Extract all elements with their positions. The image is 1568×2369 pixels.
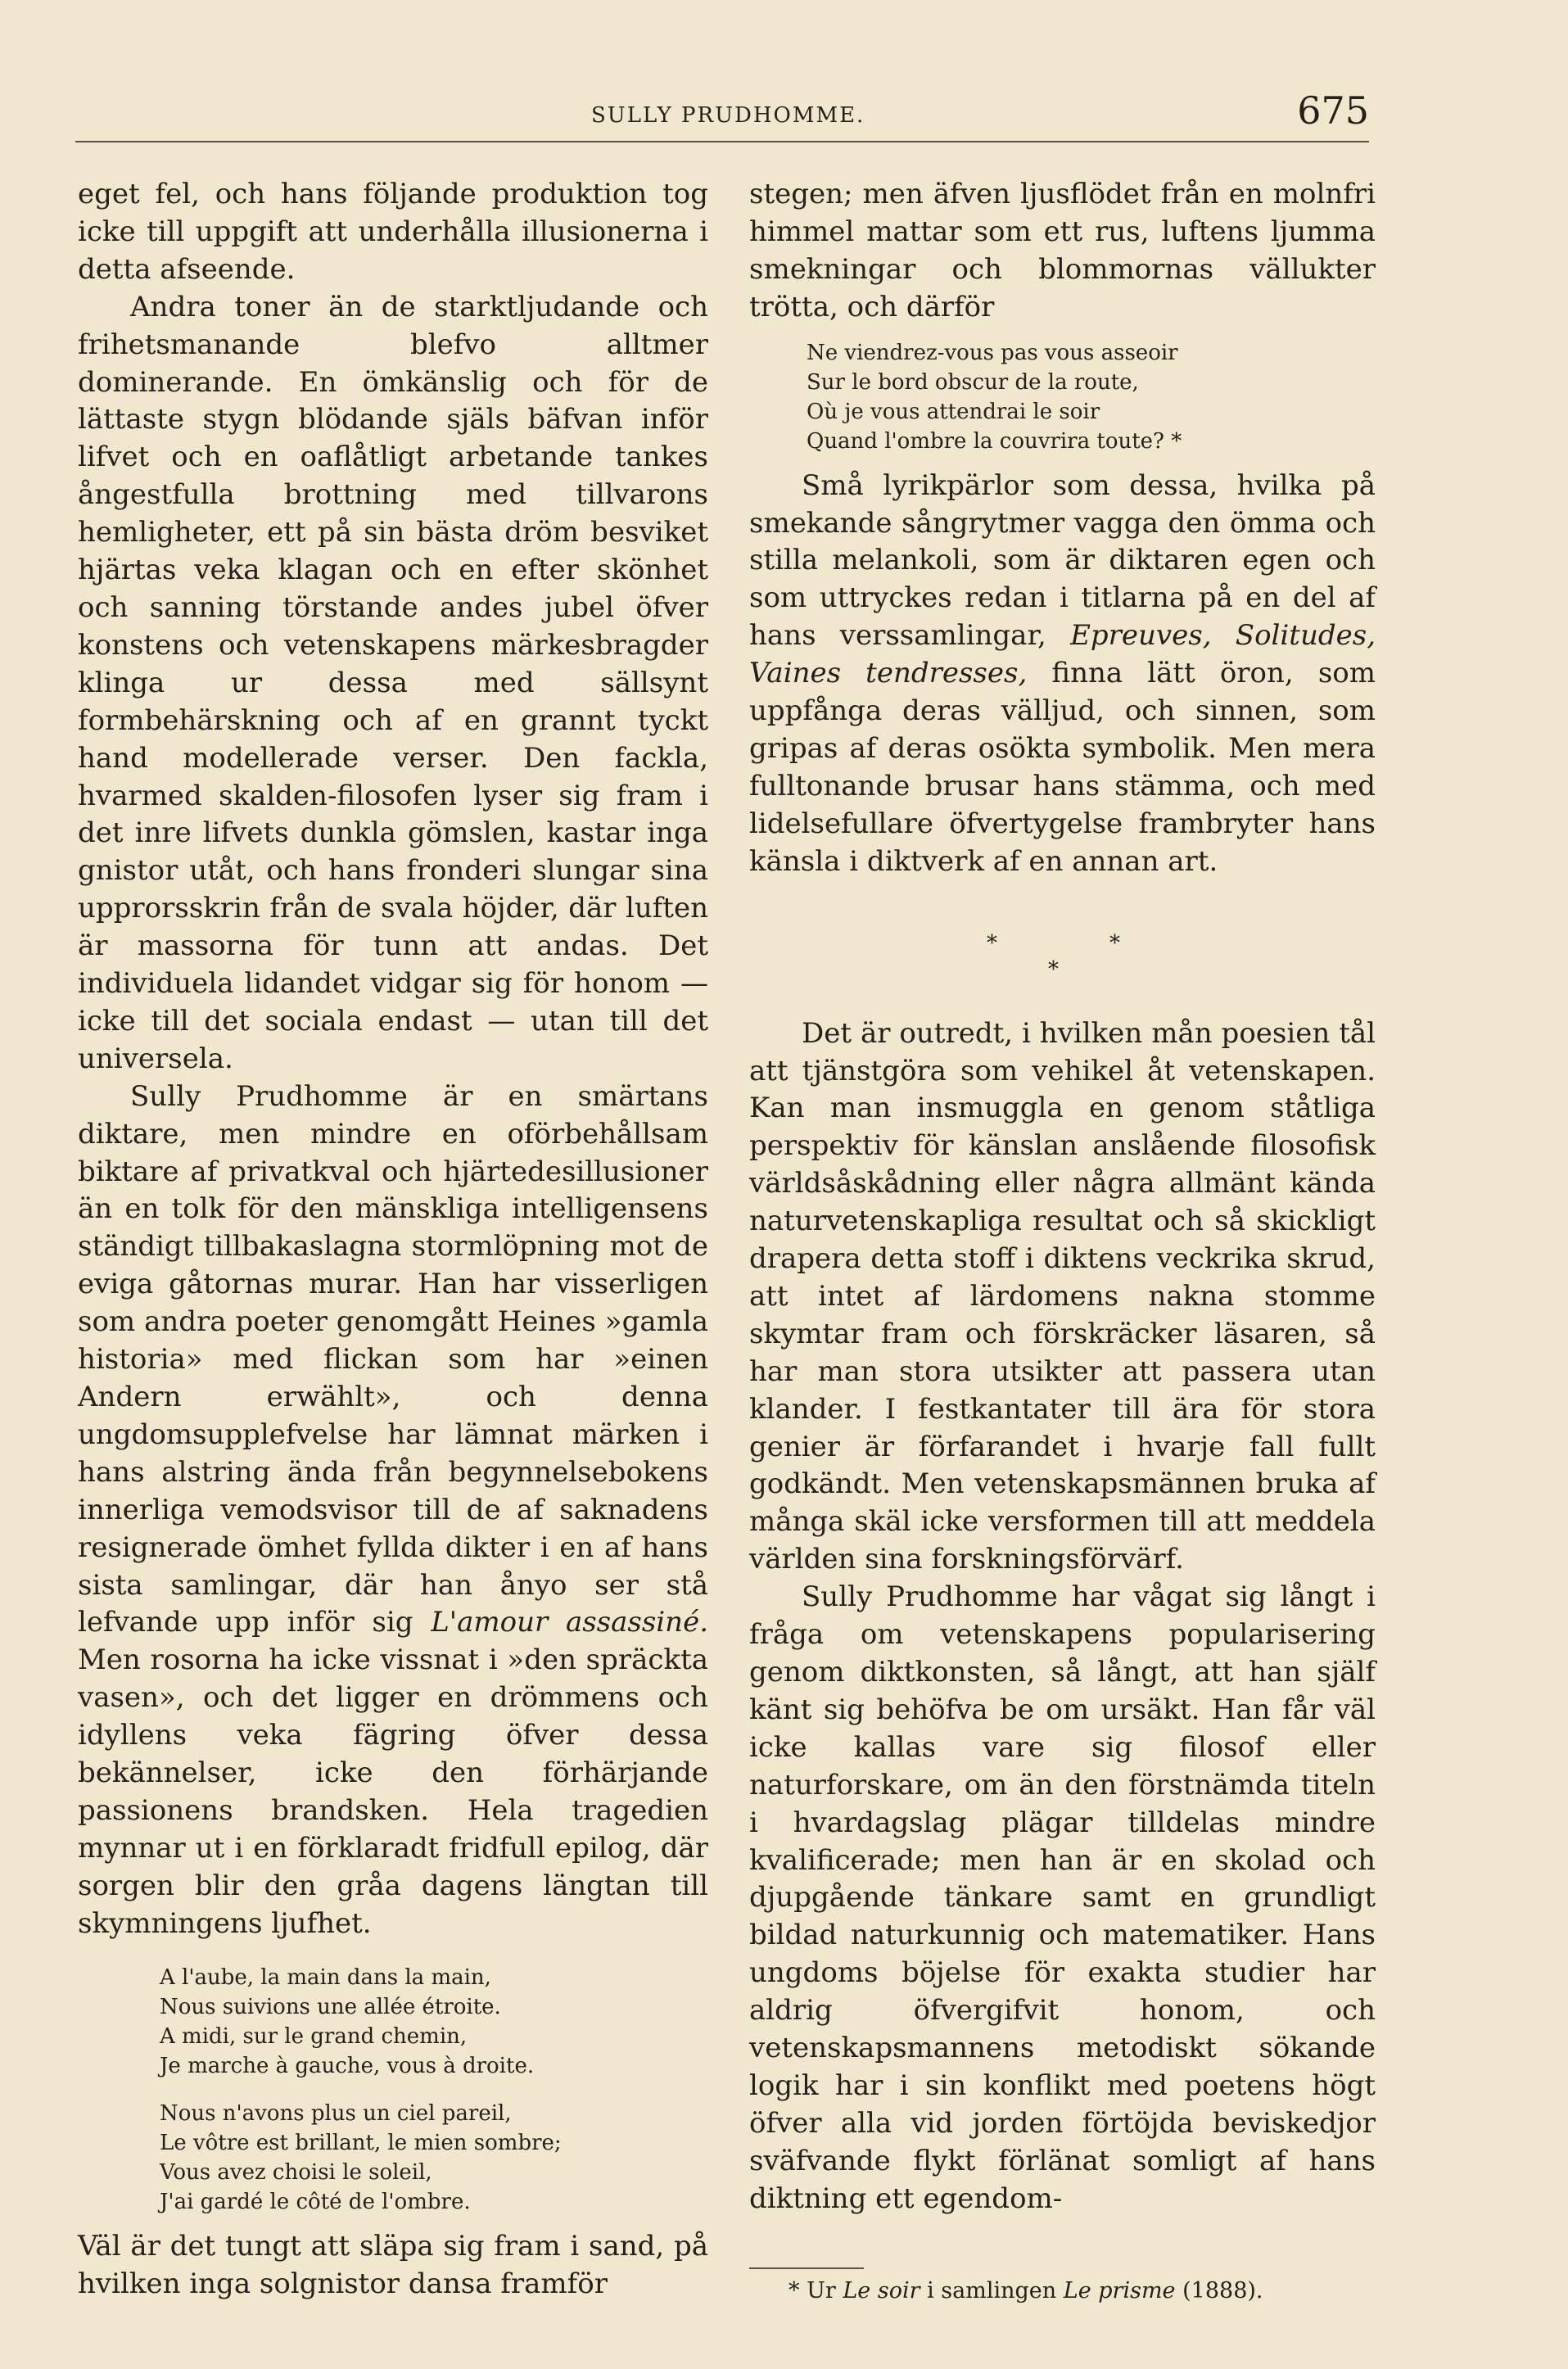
verse-line: Ne viendrez-vous pas vous asseoir bbox=[807, 340, 1178, 365]
paragraph: Sully Prudhomme har vågat sig långt i fråga om vetenskapens popularisering genom diktkonsten, så långt, att han själf känt sig behöfva be om ursäkt. Han får väl icke kallas vare sig filosof eller naturforskare, om än den förstnämda titeln i hvardagslag plägar tilldelas mindre kvalificerade; men han är en skolad och djupgående tänkare samt en grundligt bildad naturkunnig och matematiker. Hans ungdoms böjelse för exakta studier har aldrig öfvergifvit honom, och vetenskapsmannens metodiskt sökande logik har i sin konflikt med poetens högt öfver alla vid jorden förtöjda beviskedjor sväfvande flykt förlänat somligt af hans diktning ett egendom- bbox=[749, 1580, 1376, 2215]
paragraph bbox=[78, 1078, 708, 1943]
book-title: Solitudes, bbox=[1235, 619, 1376, 653]
verse-line: Vous avez choisi le soleil, bbox=[160, 2159, 432, 2185]
footnote-year: (1888). bbox=[1182, 2277, 1263, 2303]
header-rule bbox=[75, 141, 1369, 142]
paragraph-text: Men rosorna ha icke vissnat i »den spräckta vasen», och det ligger en drömmens och idyllens veka fägring öfver dessa bekännelser, icke den förhärjande passionens brandsken. Hela tragedien mynnar ut i en förklaradt fridfull epilog, där sorgen blir den gråa dagens längtan till skymningens ljufhet. bbox=[78, 1643, 708, 1940]
verse-line: J'ai gardé le côté de l'ombre. bbox=[160, 2189, 471, 2214]
paragraph: eget fel, och hans följande produktion tog icke till uppgift att underhålla illusionerna i detta afseende. bbox=[78, 178, 708, 286]
verse-line: Sur le bord obscur de la route, bbox=[807, 369, 1139, 395]
verse-line: Nous n'avons plus un ciel pareil, bbox=[160, 2100, 512, 2126]
asterisk-bottom: * bbox=[1048, 956, 1059, 982]
footnote-text: i samlingen bbox=[927, 2277, 1057, 2303]
paragraph-text: Små lyrikpärlor som dessa, hvilka på smekande sångrytmer vagga den ömma och stilla melankoli, som är diktaren egen och som uttryckes redan i titlarna på en del af hans verssamlingar, bbox=[749, 468, 1376, 653]
paragraph-text: finna lätt öron, som uppfånga deras välljud, och sinnen, som gripas af deras osökta symbolik. Men mera fulltonande brusar hans stämma, och med lidelsefullare öfvertygelse frambryter hans känsla i diktverk af en annan art. bbox=[749, 657, 1376, 878]
asterisk-left: * bbox=[987, 930, 997, 956]
verse-line: A l'aube, la main dans la main, bbox=[160, 1964, 491, 1990]
page-header bbox=[75, 88, 1369, 146]
paragraph bbox=[749, 468, 1376, 881]
footnote-prefix: * Ur bbox=[789, 2277, 836, 2303]
footnote bbox=[749, 2276, 1376, 2307]
paragraph: Det är outredt, i hvilken mån poesien tål att tjänstgöra som vehikel åt vetenskapen. Kan man insmuggla en genom ståtliga perspektiv för känslan anslående filosofisk världsåskådning eller några allmänt kända naturvetenskapliga resultat och så skickligt drapera detta stoff i diktens veckrika skrud, att intet af lärdomens nakna stomme skymtar fram och förskräcker läsaren, så har man stora utsikter att passera utan klander. I festkantater till ära för stora genier är förfarandet i hvarje fall fullt godkändt. Men vetenskapsmännen bruka af många skäl icke versformen till att meddela världen sina forskningsförvärf. bbox=[749, 1016, 1376, 1576]
verse-quote bbox=[807, 338, 1376, 456]
paragraph: Väl är det tungt att släpa sig fram i sand, på hvilken inga solgnistor dansa framför bbox=[78, 2229, 708, 2300]
verse-line: Le vôtre est brillant, le mien sombre; bbox=[160, 2130, 562, 2155]
verse-line: Où je vous attendrai le soir bbox=[807, 399, 1100, 424]
book-title: Vaines tendresses, bbox=[749, 657, 1028, 690]
verse-line: A midi, sur le grand chemin, bbox=[160, 2023, 468, 2049]
verse-line: Je marche à gauche, vous à droite. bbox=[160, 2053, 535, 2078]
footnote-collection-title: Le prisme bbox=[1063, 2277, 1176, 2303]
book-title: Epreuves, bbox=[1070, 619, 1212, 653]
right-column bbox=[749, 176, 1376, 2307]
footnote-poem-title: Le soir bbox=[843, 2277, 920, 2303]
verse-line: Nous suivions une allée étroite. bbox=[160, 1994, 501, 2019]
verse-line: Quand l'ombre la couvrira toute? * bbox=[807, 428, 1182, 454]
verse-quote bbox=[160, 1963, 708, 2217]
paragraph: stegen; men äfven ljusflödet från en molnfri himmel mattar som ett rus, luftens ljumma smekningar och blommornas vällukter trötta, och därför bbox=[749, 178, 1376, 323]
paragraph: Andra toner än de starktljudande och frihetsmanande blefvo alltmer dominerande. En ömkänslig och för de lättaste stygn blödande själs bäfvan inför lifvet och en oaflåtligt arbetande tankes ångestfulla brottning med tillvarons hemligheter, ett på sin bästa dröm besviket hjärtas veka klagan och en efter skönhet och sanning törstande andes jubel öfver konstens och vetenskapens märkesbragder klinga ur dessa med sällsynt formbehärskning och af en grannt tyckt hand modellerade verser. Den fackla, hvarmed skalden-filosofen lyser sig fram i det inre lifvets dunkla gömslen, kastar inga gnistor utåt, och hans fronderi slungar sina upprorsskrin från de svala höjder, där luften är massorna för tunn att andas. Det individuela lidandet vidgar sig för honom — icke till det sociala endast — utan till det universela. bbox=[78, 290, 708, 1075]
asterisk-right: * bbox=[1109, 930, 1120, 956]
footnote-rule bbox=[749, 2267, 864, 2269]
paragraph-text: Sully Prudhomme är en smärtans diktare, men mindre en oförbehållsam biktare af privatkval och hjärtedesillusioner än en tolk för den mänskliga intelligensens ständigt tillbakaslagna stormlöpning mot de eviga gåtornas murar. Han har visserligen som andra poeter genomgått Heines »gamla historia» med flickan som har »einen Andern erwählt», och denna ungdomsupplefvelse har lämnat märken i hans alstring ända från begynnelsebokens innerliga vemodsvisor till de af saknadens resignerade ömhet fyllda dikter i en af hans sista samlingar, där han ånyo ser stå lefvande upp inför sig bbox=[78, 1079, 708, 1639]
poem-title: L'amour assassiné. bbox=[431, 1606, 709, 1639]
running-title: SULLY PRUDHOMME. bbox=[591, 103, 865, 128]
page-number: 675 bbox=[1297, 88, 1369, 133]
left-column bbox=[78, 176, 708, 2303]
section-divider bbox=[749, 893, 1376, 1015]
